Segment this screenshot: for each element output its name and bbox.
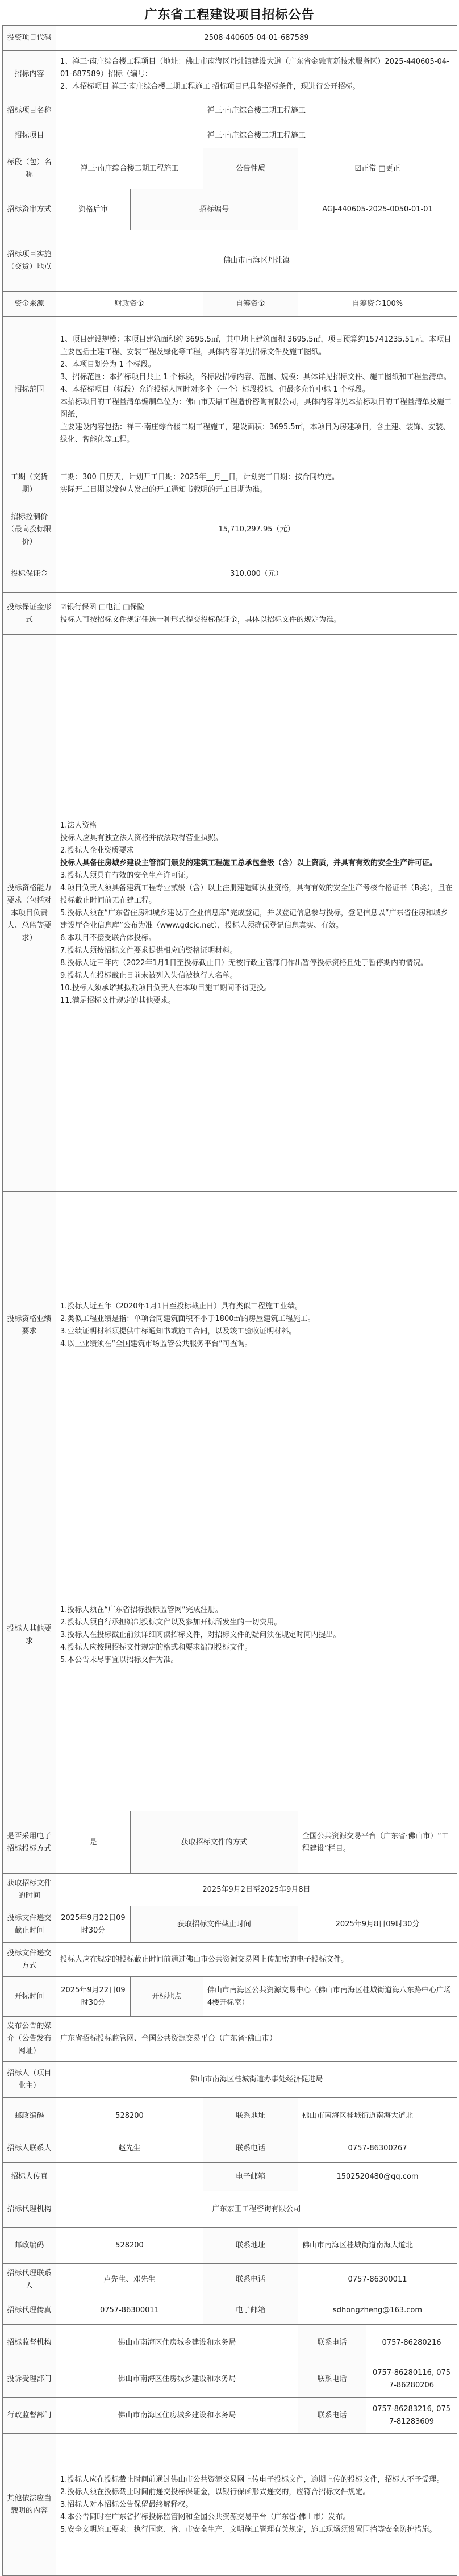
label-funding: 资金来源 — [3, 292, 56, 317]
value-notice-type: ☑正常 □更正 — [298, 148, 457, 189]
scope-para: 4、本招标项目（标段）允许投标人同时对多个（一个）标段投标，但最多允许中标 1 个标段。 — [60, 385, 370, 394]
other-requirement-para: 4.投标人应按照招标文件规定的格式和要求编制投标文件。 — [60, 1643, 252, 1652]
label-duration: 工期（交货期） — [3, 463, 56, 504]
row-tenderer-postcode — [3, 2098, 457, 2134]
label-tenderer-address: 联系地址 — [203, 2098, 298, 2134]
row-submit-method — [3, 1943, 457, 1977]
value-tenderer-phone: 0757-86300267 — [298, 2134, 457, 2163]
row-complaint — [3, 2398, 457, 2434]
qualification-para: 9.投标人在投标截止日前未被列入失信被执行人名单。 — [60, 971, 237, 980]
notes-para: 3.招标人对本招标公告保留最终解释权。 — [60, 2500, 193, 2509]
qualification-para: 5.投标人须在“广东省住房和城乡建设厅企业信息库”完成登记，并以登记信息参与投标，登记信息以“广东省住房和城乡建设厅企业信息库”公布为准（www.gdcic.net），投标人须确保登记信息真实、有效。 — [60, 908, 448, 930]
label-investigator: 投诉受理部门 — [3, 2361, 56, 2398]
label-tenderer-postcode: 邮政编码 — [3, 2098, 56, 2134]
value-complaint: 佛山市南海区住房城乡建设和水务局 — [56, 2398, 298, 2434]
row-bond — [3, 555, 457, 593]
value-qualification — [56, 635, 457, 1192]
label-agent-phone: 联系电话 — [203, 2264, 298, 2296]
value-agent: 广东宏正工程咨询有限公司 — [56, 2191, 457, 2228]
row-project-name — [3, 98, 457, 123]
value-tenderer-email[interactable]: 1502520480@qq.com — [298, 2163, 457, 2191]
value-location: 佛山市南海区丹灶镇 — [56, 230, 457, 292]
row-location — [3, 230, 457, 292]
label-tenderer-fax: 招标人传真 — [3, 2163, 56, 2191]
label-scope: 招标范围 — [3, 317, 56, 463]
row-funding — [3, 292, 457, 317]
value-other-requirements — [56, 1459, 457, 1811]
label-submit-method: 投标文件递交方式 — [3, 1943, 56, 1977]
value-tenderer: 佛山市南海区桂城街道办事处经济促进局 — [56, 2062, 457, 2098]
value-scope — [56, 317, 457, 463]
label-qual-review: 招标资审方式 — [3, 189, 56, 230]
row-contents — [3, 51, 457, 98]
qualification-para: 1.法人资格 — [60, 821, 97, 830]
qualification-para: 投标人具备住房城乡建设主管部门颁发的建筑工程施工总承包叁级（含）以上资质，并具有有效的安全生产许可证。 — [60, 858, 437, 867]
label-bid-deadline: 投标文件递交截止时间 — [3, 1906, 56, 1943]
row-qual-review — [3, 189, 457, 230]
row-tenderer — [3, 2062, 457, 2098]
bond-form-para: 投标人可按招标文件规定任选一种形式提交投标保证金，具体以招标文件的规定为准。 — [60, 615, 341, 624]
value-notes — [56, 2434, 457, 2576]
performance-para: 4.以上业绩须在“全国建筑市场监管公共服务平台”可查询。 — [60, 1339, 252, 1348]
label-opening: 开标时间 — [3, 1977, 56, 2017]
label-agent-address: 联系地址 — [203, 2228, 298, 2264]
label-complaint-phone: 联系电话 — [298, 2398, 366, 2434]
label-bond: 投标保证金 — [3, 555, 56, 593]
row-section — [3, 148, 457, 189]
label-other-requirements: 投标人其他要求 — [3, 1459, 56, 1811]
value-file-period: 2025年9月2日至2025年9月8日 — [56, 1874, 457, 1906]
row-agent-fax — [3, 2296, 457, 2325]
label-qualification: 投标资格能力要求（包括对本项目负责人、总监等要求） — [3, 635, 56, 1192]
row-opening — [3, 1977, 457, 2017]
other-requirement-para: 2.投标人须自行承担编制投标文件以及参加开标所发生的一切费用。 — [60, 1618, 282, 1627]
page-title: 广东省工程建设项目招标公告 — [144, 8, 315, 22]
row-agent-postcode — [3, 2228, 457, 2264]
label-agent-person: 招标代理联系人 — [3, 2264, 56, 2296]
value-duration — [56, 463, 457, 504]
qualification-para: 7.投标人须按招标文件要求提供相应的资格证明材料。 — [60, 946, 237, 955]
label-bond-form: 投标保证金形式 — [3, 593, 56, 635]
row-tender-name — [3, 123, 457, 148]
value-tenderer-address: 佛山市南海区桂城街道南海大道北 — [298, 2098, 457, 2134]
bond-form-para: ☑银行保函 □电汇 □保险 — [60, 603, 145, 612]
value-bond-form — [56, 593, 457, 635]
value-media: 广东省招标投标监管网、全国公共资源交易平台（广东省·佛山市） — [56, 2017, 457, 2062]
duration-para: 工期：300 日历天，计划开工日期：2025年__月__日，计划完工日期：按合同约定。 — [60, 472, 340, 481]
row-qualification — [3, 635, 457, 1192]
qualification-para: 投标人应具有独立法人资格并依法取得营业执照。 — [60, 833, 223, 842]
scope-para: 1、项目建设规模：本项目建筑面积约 3695.5㎡，其中地上建筑面积 3695.5㎡，项目预算约15741235.51元，本项目主要包括土建工程、安装工程及绿化等工程，具体内容详见招标文件及施工图纸。 — [60, 335, 452, 356]
contents-para: 1、禅三·南庄综合楼工程项目（地址：佛山市南海区丹灶镇建设大道（广东省金融高新技术服务区）2025-440605-04-01-687589）招标（编号： — [60, 57, 449, 78]
label-agent-email: 电子邮箱 — [203, 2296, 298, 2325]
value-agent-phone: 0757-86300011 — [298, 2264, 457, 2296]
row-tenderer-fax — [3, 2163, 457, 2191]
label-project-name: 招标项目名称 — [3, 98, 56, 123]
value-agent-email[interactable]: sdhongzheng@163.com — [298, 2296, 457, 2325]
row-tenderer-person — [3, 2134, 457, 2163]
value-price: 15,710,297.95（元） — [56, 504, 457, 555]
row-file-period — [3, 1874, 457, 1906]
row-supervisor — [3, 2325, 457, 2361]
value-tenderer-fax — [56, 2163, 203, 2191]
performance-para: 3.业绩证明材料须提供中标通知书或施工合同，以及竣工验收证明材料。 — [60, 1327, 297, 1336]
performance-para: 1.投标人近五年（2020年1月1日至投标截止日）具有类似工程施工业绩。 — [60, 1302, 303, 1311]
label-tender-name: 招标项目 — [3, 123, 56, 148]
scope-para: 主要建设内容包括：禅三·南庄综合楼二期工程施工，建设面积：3695.5㎡，本项目为房建项目，含土建、装饰、安装、绿化、智能化等工程。 — [60, 422, 450, 444]
row-notes — [3, 2434, 457, 2576]
other-requirement-para: 3.投标人在投标截止前须详细阅读招标文件，对招标文件的疑问须在规定时间内提出。 — [60, 1630, 341, 1639]
qualification-para: 8.投标人近三年内（2022年1月1日至投标截止日）无被行政主管部门作出暂停投标资格且处于暂停期内的情况。 — [60, 958, 428, 967]
value-opening: 2025年9月22日09时30分 — [56, 1977, 131, 2017]
value-supervisor: 佛山市南海区住房城乡建设和水务局 — [56, 2325, 298, 2361]
value-qual-method: 资格后审 — [56, 189, 131, 230]
label-funding-ratio: 自筹资金 — [203, 292, 298, 317]
value-funding-source: 财政资金 — [56, 292, 203, 317]
value-agent-fax: 0757-86300011 — [56, 2296, 203, 2325]
value-tenderer-person: 赵先生 — [56, 2134, 203, 2163]
label-section: 标段（包）名称 — [3, 148, 56, 189]
value-download-method[interactable]: 全国公共资源交易平台（广东省·佛山市）“工程建设”栏目。 — [298, 1811, 457, 1874]
value-bond: 310,000（元） — [56, 555, 457, 593]
row-duration — [3, 463, 457, 504]
performance-para: 2.类似工程业绩是指：单项合同建筑面积不小于1800㎡的房屋建筑工程施工。 — [60, 1314, 315, 1323]
label-agent: 招标代理机构 — [3, 2191, 56, 2228]
label-project-code: 投资项目代码 — [3, 26, 56, 51]
label-electronic: 是否采用电子招标投标方式 — [3, 1811, 56, 1874]
qualification-para: 4.项目负责人须具备建筑工程专业贰级（含）以上注册建造师执业资格，具有有效的安全生产考核合格证书（B类），且在投标截止时间前无在建工程。 — [60, 883, 453, 905]
notes-para: 4.本公告同时在广东省招标投标监管网和全国公共资源交易平台（广东省·佛山市）发布。 — [60, 2512, 350, 2521]
label-notice-type: 公告性质 — [203, 148, 298, 189]
row-media — [3, 2017, 457, 2062]
label-supervisor: 招标监督机构 — [3, 2325, 56, 2361]
scope-para: 本招标项目的工程量清单编制单位为：佛山市天鼎工程造价咨询有限公司，具体内容详见本招标项目的工程量清单及施工图纸， — [60, 397, 452, 419]
value-performance — [56, 1192, 457, 1459]
label-complaint: 行政监督部门 — [3, 2398, 56, 2434]
qualification-para: 3.投标人须具有有效的安全生产许可证。 — [60, 871, 193, 880]
qualification-para: 11.满足招标文件规定的其他要求。 — [60, 996, 176, 1005]
scope-para: 2、本项目划分为 1 个标段。 — [60, 360, 156, 369]
value-tender-code: AGJ-440605-2025-0050-01-01 — [298, 189, 457, 230]
value-complaint-phone: 0757-86283216, 0757-81283609 — [366, 2398, 457, 2434]
notes-para: 1.投标人应在投标截止时间前通过佛山市公共资源交易网上传电子投标文件，逾期上传的投标文件，招标人不予受理。 — [60, 2475, 444, 2484]
label-investigator-phone: 联系电话 — [298, 2361, 366, 2398]
row-electronic — [3, 1811, 457, 1874]
row-project-code — [3, 26, 457, 51]
value-agent-address: 佛山市南海区桂城街道南海大道北 — [298, 2228, 457, 2264]
value-tender-name: 禅三·南庄综合楼二期工程施工 — [56, 123, 457, 148]
value-project-name: 禅三·南庄综合楼二期工程施工 — [56, 98, 457, 123]
label-performance: 投标资格业绩要求 — [3, 1192, 56, 1459]
value-electronic: 是 — [56, 1811, 131, 1874]
notes-para: 5.安全文明施工要求：执行国家、省、市安全生产、文明施工管理有关规定，施工现场须设置围挡等安全防护措施。 — [60, 2525, 437, 2534]
label-tenderer-phone: 联系电话 — [203, 2134, 298, 2163]
qualification-para: 10.投标人须承诺其拟派项目负责人在本项目施工期间不得更换。 — [60, 983, 272, 992]
row-price — [3, 504, 457, 555]
value-bid-deadline: 2025年9月22日09时30分 — [56, 1906, 131, 1943]
value-opening-place: 佛山市南海区公共资源交易中心（佛山市南海区桂城街道海八东路中心广场4楼开标室） — [203, 1977, 457, 2017]
label-agent-postcode: 邮政编码 — [3, 2228, 56, 2264]
row-bond-form — [3, 593, 457, 635]
label-supervisor-phone: 联系电话 — [298, 2325, 366, 2361]
qualification-para: 2.投标人企业资质要求 — [60, 846, 134, 855]
value-fetch-deadline: 2025年9月8日09时30分 — [298, 1906, 457, 1943]
value-investigator: 佛山市南海区住房城乡建设和水务局 — [56, 2361, 298, 2398]
label-opening-place: 开标地点 — [131, 1977, 203, 2017]
value-section: 禅三·南庄综合楼二期工程施工 — [56, 148, 203, 189]
value-investigator-phone: 0757-86280116, 0757-86280206 — [366, 2361, 457, 2398]
notes-para: 2.投标人须在投标截止时间前递交投标保证金，以银行保函形式递交的，应符合招标文件规定。 — [60, 2487, 370, 2496]
label-agent-fax: 招标代理传真 — [3, 2296, 56, 2325]
scope-para: 3、招标范围：本招标项目共上 1 个标段，各标段招标内容、范围、规模：具体详见招标文件、施工图纸和工程量清单。 — [60, 372, 451, 381]
label-notes: 其他依法应当载明的内容 — [3, 2434, 56, 2576]
contents-para: 2、本招标项目 禅三·南庄综合楼二期工程施工 招标项目已具备招标条件，现进行公开招标。 — [60, 82, 360, 91]
qualification-para: 6.本项目不接受联合体投标。 — [60, 933, 156, 942]
notice-table — [2, 25, 457, 2576]
other-requirement-para: 1.投标人须在“广东省招标投标监管网”完成注册。 — [60, 1605, 223, 1614]
label-tenderer-person: 招标人联系人 — [3, 2134, 56, 2163]
value-project-code: 2508-440605-04-01-687589 — [56, 26, 457, 51]
label-file-period: 获取招标文件的时间 — [3, 1874, 56, 1906]
value-contents — [56, 51, 457, 98]
value-agent-postcode: 528200 — [56, 2228, 203, 2264]
value-funding-ratio: 自筹资金100% — [298, 292, 457, 317]
label-price: 招标控制价（最高投标限价） — [3, 504, 56, 555]
row-scope — [3, 317, 457, 463]
value-agent-person: 卢先生、邓先生 — [56, 2264, 203, 2296]
label-tenderer: 招标人（项目业主） — [3, 2062, 56, 2098]
row-bid-deadline — [3, 1906, 457, 1943]
label-media: 发布公告的媒介（公告发布网址） — [3, 2017, 56, 2062]
duration-para: 实际开工日期以发包人发出的开工通知书载明的开工日期为准。 — [60, 485, 268, 494]
label-fetch-deadline: 获取招标文件截止时间 — [131, 1906, 298, 1943]
label-contents: 招标内容 — [3, 51, 56, 98]
row-agent-person — [3, 2264, 457, 2296]
row-performance — [3, 1192, 457, 1459]
label-location: 招标项目实施（交货）地点 — [3, 230, 56, 292]
value-tenderer-postcode: 528200 — [56, 2098, 203, 2134]
label-download-method: 获取招标文件的方式 — [131, 1811, 298, 1874]
label-tenderer-email: 电子邮箱 — [203, 2163, 298, 2191]
row-agent — [3, 2191, 457, 2228]
row-other-requirements — [3, 1459, 457, 1811]
label-tender-code: 招标编号 — [131, 189, 298, 230]
other-requirement-para: 5.本公告未尽事宜以招标文件为准。 — [60, 1655, 178, 1664]
value-submit-method: 投标人应在规定的投标截止时间前通过佛山市公共资源交易网上传加密的电子投标文件。 — [56, 1943, 457, 1977]
value-supervisor-phone: 0757-86280216 — [366, 2325, 457, 2361]
